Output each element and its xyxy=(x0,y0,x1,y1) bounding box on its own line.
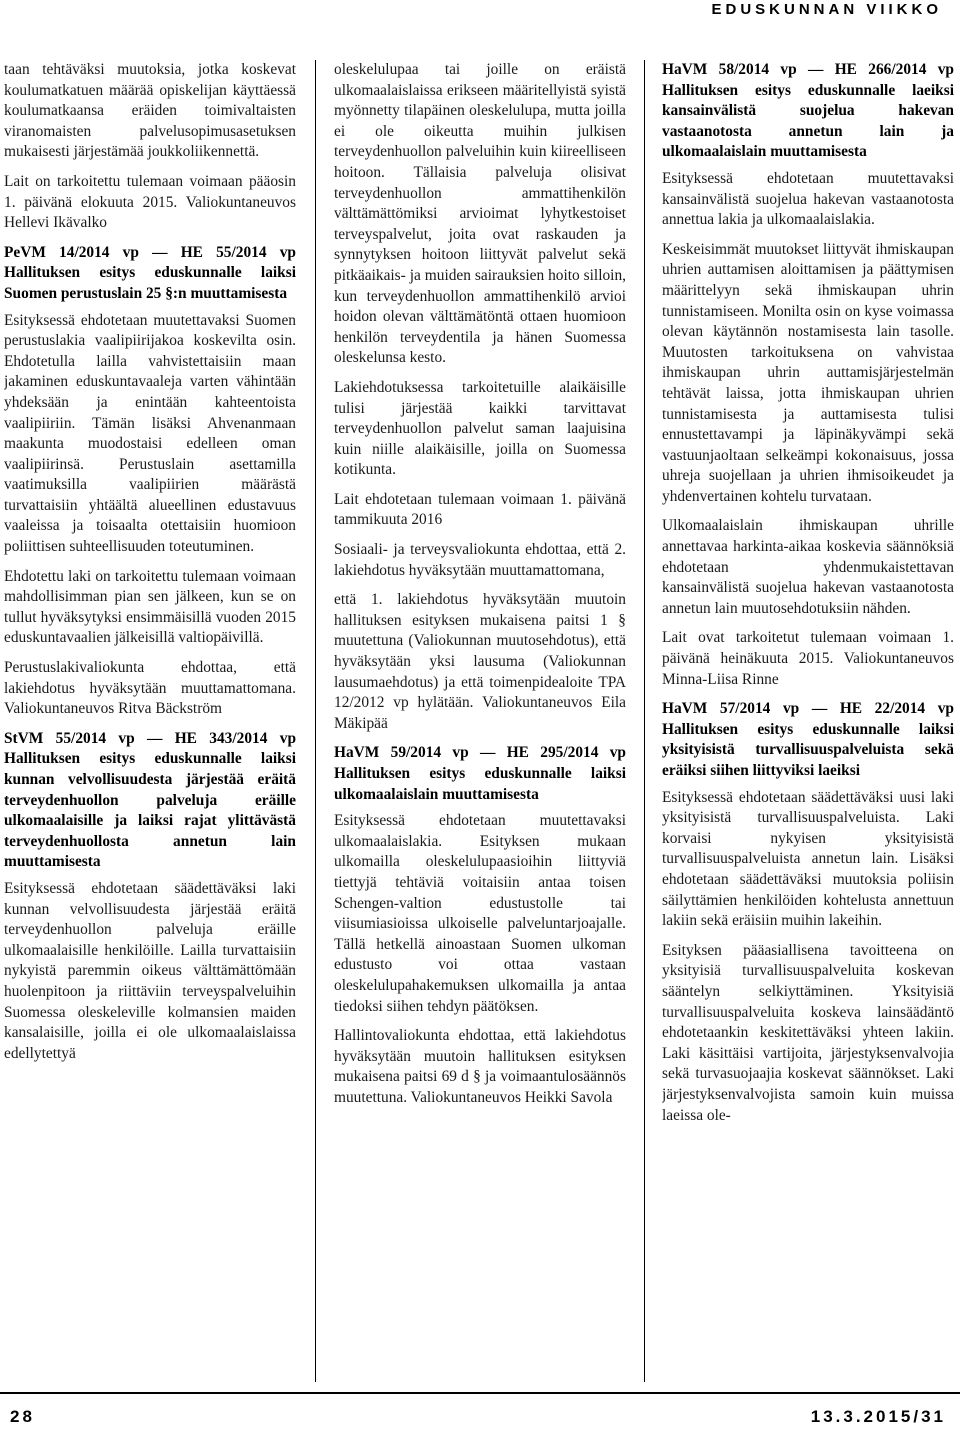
paragraph: Lakiehdotuksessa tarkoitetuille alaikäisille tulisi järjestää kaikki tarvittavat terveydenhuollon palvelut saman laajuisina kuin niille alaikäisille, joilla on Suomessa kotikunta. xyxy=(334,378,626,479)
paragraph: Lait ehdotetaan tulemaan voimaan 1. päivänä tammikuuta 2016 xyxy=(334,490,626,529)
paragraph: Lait ovat tarkoitetut tulemaan voimaan 1. päivänä heinäkuuta 2015. Valiokuntaneuvos Minna-Liisa Rinne xyxy=(662,629,954,688)
paragraph: oleskelulupaa tai joille on eräistä ulkomaalaislaissa erikseen määritellyistä syistä myönnetty tilapäinen oleskelulupa, mutta joilla ei ole oikeutta muihin julkisen terveydenhuollon palveluihin kuin kiireelliseen hoitoon. Tällaisia palveluja olisivat terveydenhuollon ammattihenkilön välttämättömiksi arvioimat lyhytkestoiset terveyspalvelut, joita ovat raskauden ja synnytyksen hoitoon liittyvät palvelut sekä pitkäaikais- ja muiden sairauksien hoito silloin, kun terveydenhuollon ammattihenkilö arvioi hoidon olevan välttämätöntä ottaen huomioon henkilön terveydentila ja hänen Suomessa oleskelunsa kesto. xyxy=(334,61,626,367)
footer-rule xyxy=(0,1392,960,1394)
masthead: EDUSKUNNAN VIIKKO xyxy=(697,0,942,20)
paragraph: Ulkomaalaislain ihmiskaupan uhrille annettavaa harkinta-aikaa koskevia säännöksiä ehdotetaan yhdenmukaistettavan kansainvälistä suojelua hakevan vastaanotosta annetun lain muutosehdotuksiin nähden. xyxy=(662,517,954,617)
paragraph: Esityksessä ehdotetaan muutettavaksi kansainvälistä suojelua hakevan vastaanotosta annettua lakia ja ulkomaalaislakia. xyxy=(662,169,954,229)
issue-date: 13.3.2015/31 xyxy=(810,1407,946,1426)
paragraph: Hallintovaliokunta ehdottaa, että lakiehdotus hyväksytään muutoin hallituksen esityksen mukaisena paitsi 69 d § ja voimaantulosäännös muutettuna. Valiokuntaneuvos Heikki Savola xyxy=(334,1027,626,1106)
paragraph: Sosiaali- ja terveysvaliokunta ehdottaa, että 2. lakiehdotus hyväksytään muuttamattomana, xyxy=(334,541,626,579)
column-3 xyxy=(662,60,954,1380)
paragraph: Esityksessä ehdotetaan muutettavaksi ulkomaalaislakia. Esityksen mukaan ulkomailla oleskelulupaasioihin liittyviä tiettyjä tehtäviä voitaisiin antaa toisen Schengen-valtion edustustolle tai viisumiasioissa ulkoiselle palveluntarjoajalle. Tällä hetkellä ainoastaan Suomen ulkoman edustusto voi ottaa vastaan oleskelulupahakemuksen ulkomailla ja antaa tiedoksi siihen tehdyn päätöksen. xyxy=(334,812,626,1015)
paragraph: Keskeisimmät muutokset liittyvät ihmiskaupan uhrien auttamisen aloittamisen ja päättymisen määrittelyyn sekä ihmiskaupan uhrin tunnistamiseen. Monilta osin on kyse voimassa olevan käytännön nostamisesta lain tasolle. Muutosten tarkoituksena on vahvistaa ihmiskaupan uhrin auttamisjärjestelmän tehtävät laissa, jotta ihmiskaupan uhrien tunnistamisesta ja auttamisesta tulisi ennustettavampi ja läpinäkyvämpi sekä vastuunjaoltaan selkeämpi kokonaisuus, jossa uhreja suojellaan ja uhrien ihmisoikeudet ja yhdenvertainen kohtelu turvataan. xyxy=(662,240,954,505)
paragraph: Esityksessä ehdotetaan muutettavaksi Suomen perustuslakia vaalipiirijakoa koskevilta osin. Ehdotetulla lailla vahvistettaisiin maan jakaminen eduskuntavaaleja varten vähintään yhdeksään ja enintään kahteentoista vaalipiiriin. Tämän lisäksi Ahvenanmaan maakunta muodostaisi edelleen oman vaalipiirinsä. Perustuslain asettamilla vaatimuksilla vaalipiirien määrästä turvattaisiin yhtäältä alueellinen edustavuus vaaleissa ja toisaalta otettaisiin huomioon poliittisen suhteellisuuden toteutuminen. xyxy=(4,311,296,556)
article-heading: PeVM 14/2014 vp — HE 55/2014 vp Hallituksen esitys eduskunnalle laiksi Suomen perustuslain 25 §:n muuttamisesta xyxy=(4,243,296,302)
paragraph: Perustuslakivaliokunta ehdottaa, että lakiehdotus hyväksytään muuttamattomana. Valiokuntaneuvos Ritva Bäckström xyxy=(4,659,296,718)
column-divider xyxy=(315,60,316,1382)
article-heading: StVM 55/2014 vp — HE 343/2014 vp Hallituksen esitys eduskunnalle laiksi kunnan velvollisuudesta järjestää eräitä terveydenhuollon palveluja eräille ulkomaalaisille ja laiksi rajat ylittävästä terveydenhuollosta annetun lain muuttamisesta xyxy=(4,729,296,871)
paragraph: Esityksessä ehdotetaan säädettäväksi uusi laki yksityisistä turvallisuuspalveluista. Laki korvaisi nykyisen yksityisistä turvallisuuspalveluista annetun lain. Lisäksi ehdotetaan säädettäväksi muutoksia poliisin säilyttämien henkilöiden kohtelusta annettuun lakiin sekä eräisiin muihin lakeihin. xyxy=(662,788,954,930)
paragraph: Esityksessä ehdotetaan säädettäväksi laki kunnan velvollisuudesta järjestää eräitä terveydenhuollon palveluja eräille ulkomaalaisille henkilöille. Lailla turvattaisiin nykyistä paremmin oikeus välttämättömään huolenpitoon ja riittäviin terveyspalveluihin Suomessa oleskeleville kolmansien maiden kansalaisille, joilla ei ole ulkomaalaislaissa edellytettyä xyxy=(4,879,296,1062)
paragraph: Ehdotettu laki on tarkoitettu tulemaan voimaan mahdollisimman pian sen jälkeen, kun se on tullut hyväksytyksi ensimmäisillä vuoden 2015 eduskuntavaalien jälkeisillä valtiopäivillä. xyxy=(4,567,296,647)
column-1 xyxy=(4,60,296,1380)
paragraph: Lait on tarkoitettu tulemaan voimaan pääosin 1. päivänä elokuuta 2015. Valiokuntaneuvos Hellevi Ikävalko xyxy=(4,172,296,232)
article-heading: HaVM 59/2014 vp — HE 295/2014 vp Hallituksen esitys eduskunnalle laiksi ulkomaalaislain muuttamisesta xyxy=(334,744,626,803)
paragraph: taan tehtäväksi muutoksia, jotka koskevat koulumatkatuen määrää opiskelijan käyttäessä koulumatkaansa eräiden toimivaltaisten viranomaisten palvelusopimusasetuksen mukaisesti järjestämää joukkoliikennettä. xyxy=(4,61,296,161)
column-2 xyxy=(334,60,626,1380)
paragraph: Esityksen pääasiallisena tavoitteena on yksityisiä turvallisuuspalveluita koskevan sääntelyn selkiyttäminen. Yksityisiä turvallisuuspalveluita koskeva lainsäädäntö ehdotetaankin keskitettäväksi yhteen lakiin. Laki käsittäisi vartijoita, järjestyksenvalvojia sekä turvasuojaajia koskevat säännökset. Laki järjestyksenvalvojista samoin kuin muissa laeissa ole- xyxy=(662,941,954,1124)
column-divider xyxy=(644,60,645,1382)
article-heading: HaVM 58/2014 vp — HE 266/2014 vp Hallituksen esitys eduskunnalle laeiksi kansainvälistä suojelua hakevan vastaanotosta annetun lain ja ulkomaalaislain muuttamisesta xyxy=(662,61,954,161)
article-heading: HaVM 57/2014 vp — HE 22/2014 vp Hallituksen esitys eduskunnalle laiksi yksityisistä turvallisuuspalveluista sekä eräiksi siihen liittyviksi laeiksi xyxy=(662,700,954,779)
paragraph: että 1. lakiehdotus hyväksytään muutoin hallituksen esityksen mukaisena paitsi 1 § muutettuna (Valiokunnan muutosehdotus), että hyväksytään yksi lausuma (Valiokunnan lausumaehdotus) ja että toimenpidealoite TPA 12/2012 vp hylätään. Valiokuntaneuvos Eila Mäkipää xyxy=(334,591,626,732)
page-number: 28 xyxy=(10,1407,35,1426)
